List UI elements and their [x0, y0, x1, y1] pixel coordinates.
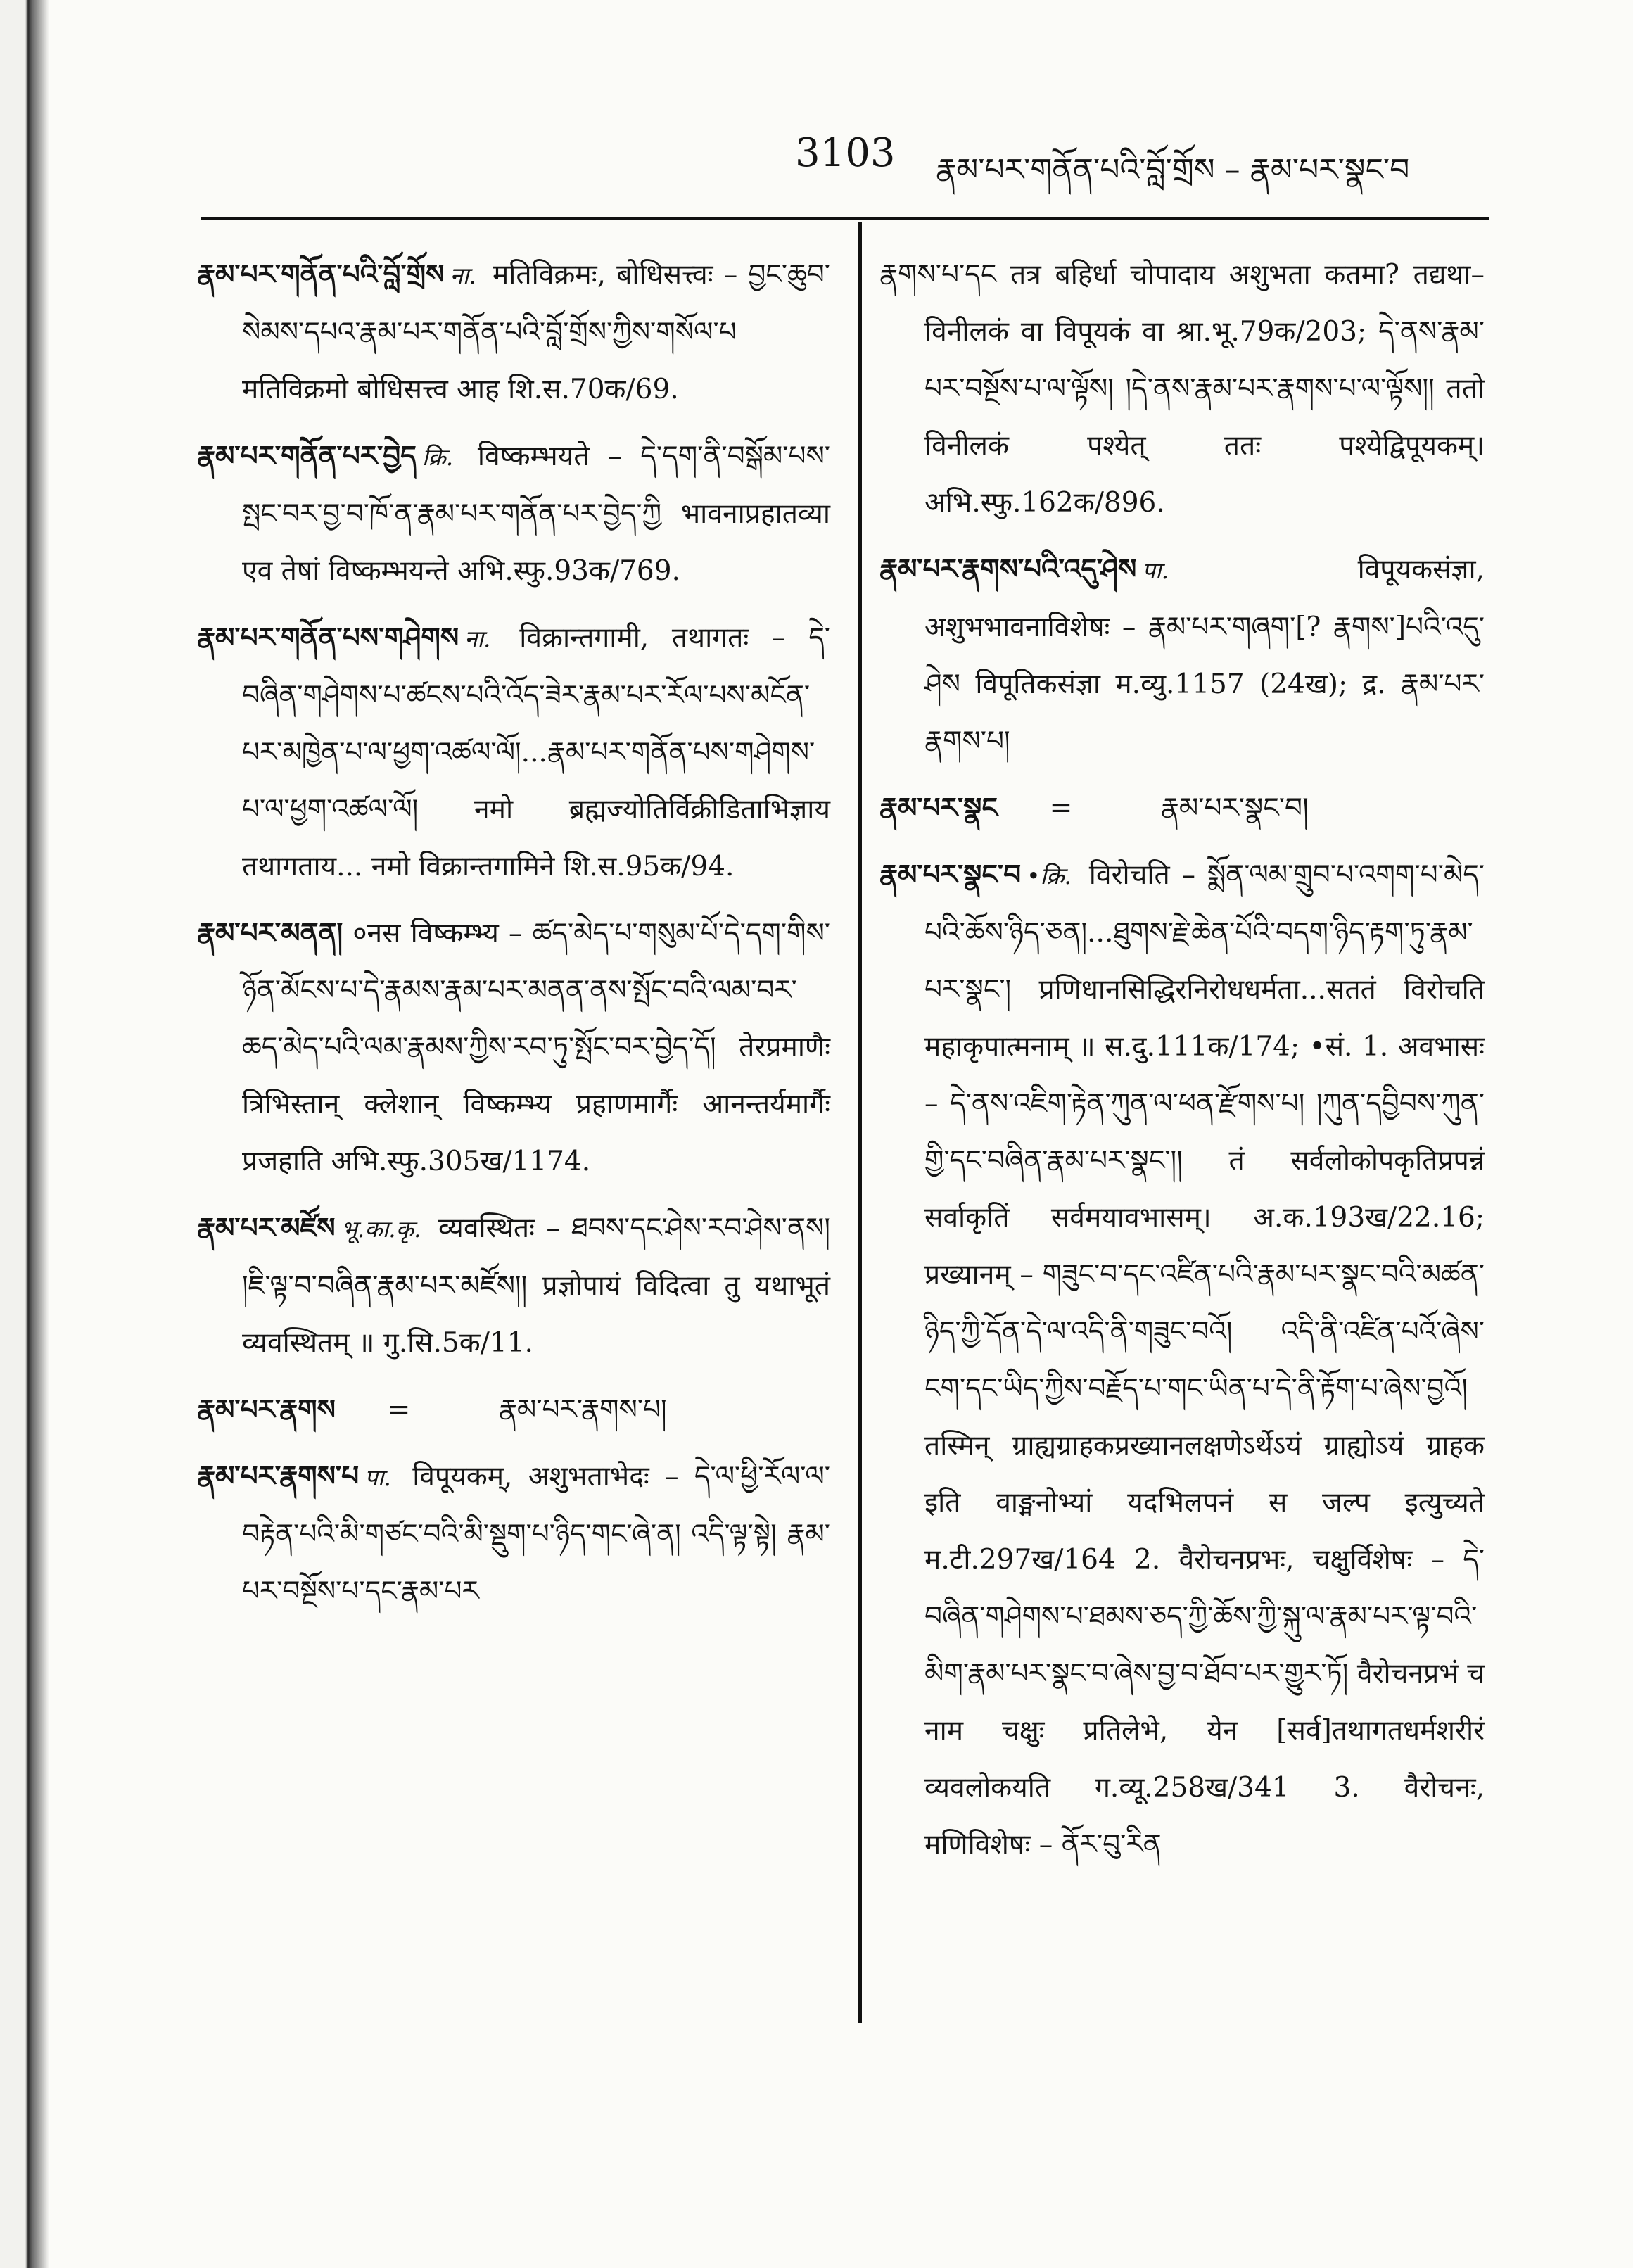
cross-reference [344, 1394, 667, 1426]
entry-headword: རྣམ་པར་གནོན་པའི་བློ་གྲོས [197, 258, 445, 291]
entry-headword: རྣམ་པར་གནོན་པས་གཤེགས [197, 621, 459, 654]
column-divider [858, 222, 862, 2023]
entry-headword: རྣམ་པར་མཛོས [197, 1212, 336, 1244]
running-head: རྣམ་པར་གནོན་པའི་བློ་གྲོས – རྣམ་པར་སྣང་བ [936, 152, 1410, 188]
grammar-label: पा. [364, 1464, 391, 1491]
grammar-label: ना. [464, 625, 491, 652]
entry-body: विष्कम्भयते – དེ་དག་ནི་བསྒོམ་པས་སྤང་བར་བྱ་བ་ཁོ་ན་རྣམ་པར་གནོན་པར་བྱེད་ཀྱི भावनाप्रहातव्या एव तेषां विष्कम्भयन्ते अभि.स्फु.93क/769. [242, 441, 830, 587]
entry-body: विरोचति – སྨོན་ལམ་གྲུབ་པ་འགག་པ་མེད་པའི་ཆོས་ཉིད་ཅན།...ཐུགས་རྗེ་ཆེན་པོའི་བདག་ཉིད་རྟག་ཏུ་རྣམ་པར་སྣང་། प्रणिधानसिद्धिरनिरोधधर्मता...सततं विरोचति महाकृपात्मनाम् ॥ स.दु.111क/174; •सं. 1. अवभासः – དེ་ནས་འཇིག་རྟེན་ཀུན་ལ་ཕན་རྫོགས་པ། །ཀུན་དབྱིབས་ཀུན་གྱི་དང་བཞིན་རྣམ་པར་སྣང་།། तं सर्वलोकोपकृतिप्रपन्नं सर्वाकृतिं सर्वमयावभासम्। अ.क.193ख/22.16; प्रख्यानम् – གཟུང་བ་དང་འཛིན་པའི་རྣམ་པར་སྣང་བའི་མཚན་ཉིད་ཀྱི་དོན་དེ་ལ་འདི་ནི་གཟུང་བའོ། འདི་ནི་འཛིན་པའོ་ཞེས་ངག་དང་ཡིད་ཀྱིས་བརྗོད་པ་གང་ཡིན་པ་དེ་ནི་རྟོག་པ་ཞེས་བྱའོ། तस्मिन् ग्राह्यग्राहकप्रख्यानलक्षणेऽर्थेऽयं ग्राह्योऽयं ग्राहक इति वाङ्मनोभ्यां यदभिलपनं स जल्प इत्युच्यते म.टी.297ख/164 2. वैरोचनप्रभः, चक्षुर्विशेषः – དེ་བཞིན་གཤེགས་པ་ཐམས་ཅད་ཀྱི་ཆོས་ཀྱི་སྐུ་ལ་རྣམ་པར་ལྟ་བའི་མིག་རྣམ་པར་སྣང་བ་ཞེས་བྱ་བ་ཐོབ་པར་གྱུར་ཏོ། वैरोचनप्रभं च नाम चक्षुः प्रतिलेभे, येन [सर्व]तथागतधर्मशरीरं व्यवलोकयति ग.व्यू.258ख/341 3. वैरोचनः, मणिविशेषः – ནོར་བུ་རིན [924, 859, 1485, 1861]
entry-body: ०नस विष्कम्भ्य – ཚད་མེད་པ་གསུམ་པོ་དེ་དག་གིས་ཉོན་མོངས་པ་དེ་རྣམས་རྣམ་པར་མནན་ནས་སྤོང་བའི་ལམ་བར་ཆད་མེད་པའི་ལམ་རྣམས་ཀྱིས་རབ་ཏུ་སྤོང་བར་བྱེད་དོ། तेरप्रमाणैः त्रिभिस्तान् क्लेशान् विष्कम्भ्य प्रहाणमार्गैः आनन्तर्यमार्गैः प्रजहाति अभि.स्फु.305ख/1174. [242, 918, 830, 1177]
book-binding-edge [0, 0, 49, 2268]
equals-sign: = [387, 1394, 411, 1426]
entry-headword: རྣམ་པར་རྣགས་པའི་འདུ་ཤེས [879, 553, 1137, 585]
dictionary-entry [879, 847, 1485, 1873]
dictionary-entry [197, 1381, 830, 1438]
dictionary-entry [879, 541, 1485, 770]
dictionary-entry [197, 1448, 830, 1620]
right-column [879, 246, 1485, 1883]
grammar-label: •क्रि. [1027, 862, 1072, 889]
dictionary-entry [197, 246, 830, 418]
cross-reference-target: རྣམ་པར་སྣང་བ། [1160, 792, 1309, 824]
dictionary-entry [197, 905, 830, 1190]
entry-headword: རྣམ་པར་གནོན་པར་བྱེད [197, 440, 417, 472]
entry-body: मतिविक्रमः, बोधिसत्त्वः – བྱང་ཆུབ་སེམས་དཔའ་རྣམ་པར་གནོན་པའི་བློ་གྲོས་ཀྱིས་གསོལ་པ मतिविक्रमो बोधिसत्त्व आह शि.स.70क/69. [242, 259, 830, 405]
entry-headword: རྣམ་པར་སྣང་བ [879, 859, 1022, 891]
grammar-label: क्रि. [421, 443, 454, 471]
grammar-label: ना. [450, 262, 476, 289]
dictionary-entry [879, 246, 1485, 531]
grammar-label: पा. [1142, 557, 1169, 584]
cross-reference [1006, 792, 1309, 824]
dictionary-entry [879, 780, 1485, 837]
entry-body: རྣགས་པ་དང तत्र बहिर्धा चोपादाय अशुभता कतमा? तद्यथा–विनीलकं वा विपूयकं वा श्रा.भू.79क/203; དེ་ནས་རྣམ་པར་བསྔོས་པ་ལ་ལྟོས། །དེ་ནས་རྣམ་པར་རྣགས་པ་ལ་ལྟོས།། ततो विनीलकं पश्येत् ततः पश्येद्विपूयकम्। अभि.स्फु.162क/896. [879, 259, 1485, 519]
entry-headword: རྣམ་པར་མནན། [197, 917, 343, 949]
entry-body: विपूयकसंज्ञा, अशुभभावनाविशेषः – རྣམ་པར་གཞག་[? རྣགས་]པའི་འདུ་ཤེས विपूतिकसंज्ञा म.व्यु.1157 (24ख); द्र. རྣམ་པར་རྣགས་པ། [924, 554, 1485, 757]
dictionary-entry [197, 609, 830, 895]
entry-headword: རྣམ་པར་རྣགས [197, 1393, 336, 1426]
cross-reference-target: རྣམ་པར་རྣགས་པ། [498, 1394, 667, 1426]
entry-body: विक्रान्तगामी, तथागतः – དེ་བཞིན་གཤེགས་པ་ཚངས་པའི་འོད་ཟེར་རྣམ་པར་རོལ་པས་མངོན་པར་མཁྱེན་པ་ལ་ཕྱག་འཚལ་ལོ།...རྣམ་པར་གནོན་པས་གཤེགས་པ་ལ་ཕྱག་འཚལ་ལོ། नमो ब्रह्मज्योतिर्विक्रीडिताभिज्ञाय तथागताय... नमो विक्रान्तगामिने शि.स.95क/94. [242, 622, 830, 882]
entry-body: व्यवस्थितः – ཐབས་དང་ཤེས་རབ་ཤེས་ནས། །ཇི་ལྟ་བ་བཞིན་རྣམ་པར་མཛོས།། प्रज्ञोपायं विदित्वा तु यथाभूतं व्यवस्थितम् ॥ गु.सि.5क/11. [242, 1212, 830, 1359]
header-rule [201, 217, 1489, 220]
equals-sign: = [1049, 792, 1073, 824]
grammar-label: भू.का.कृ. [341, 1215, 421, 1243]
page-number: 3103 [795, 130, 896, 176]
entry-body: विपूयकम्, अशुभताभेदः – དེ་ལ་ཕྱི་རོལ་ལ་བརྟེན་པའི་མི་གཙང་བའི་མི་སྡུག་པ་ཉིད་གང་ཞེ་ན། འདི་ལྟ་སྟེ། རྣམ་པར་བསྔོས་པ་དང་རྣམ་པར [242, 1461, 830, 1607]
entry-headword: རྣམ་པར་སྣང [879, 792, 998, 824]
dictionary-entry [197, 428, 830, 600]
left-column [197, 246, 830, 1630]
dictionary-entry [197, 1200, 830, 1371]
entry-headword: རྣམ་པར་རྣགས་པ [197, 1460, 360, 1493]
